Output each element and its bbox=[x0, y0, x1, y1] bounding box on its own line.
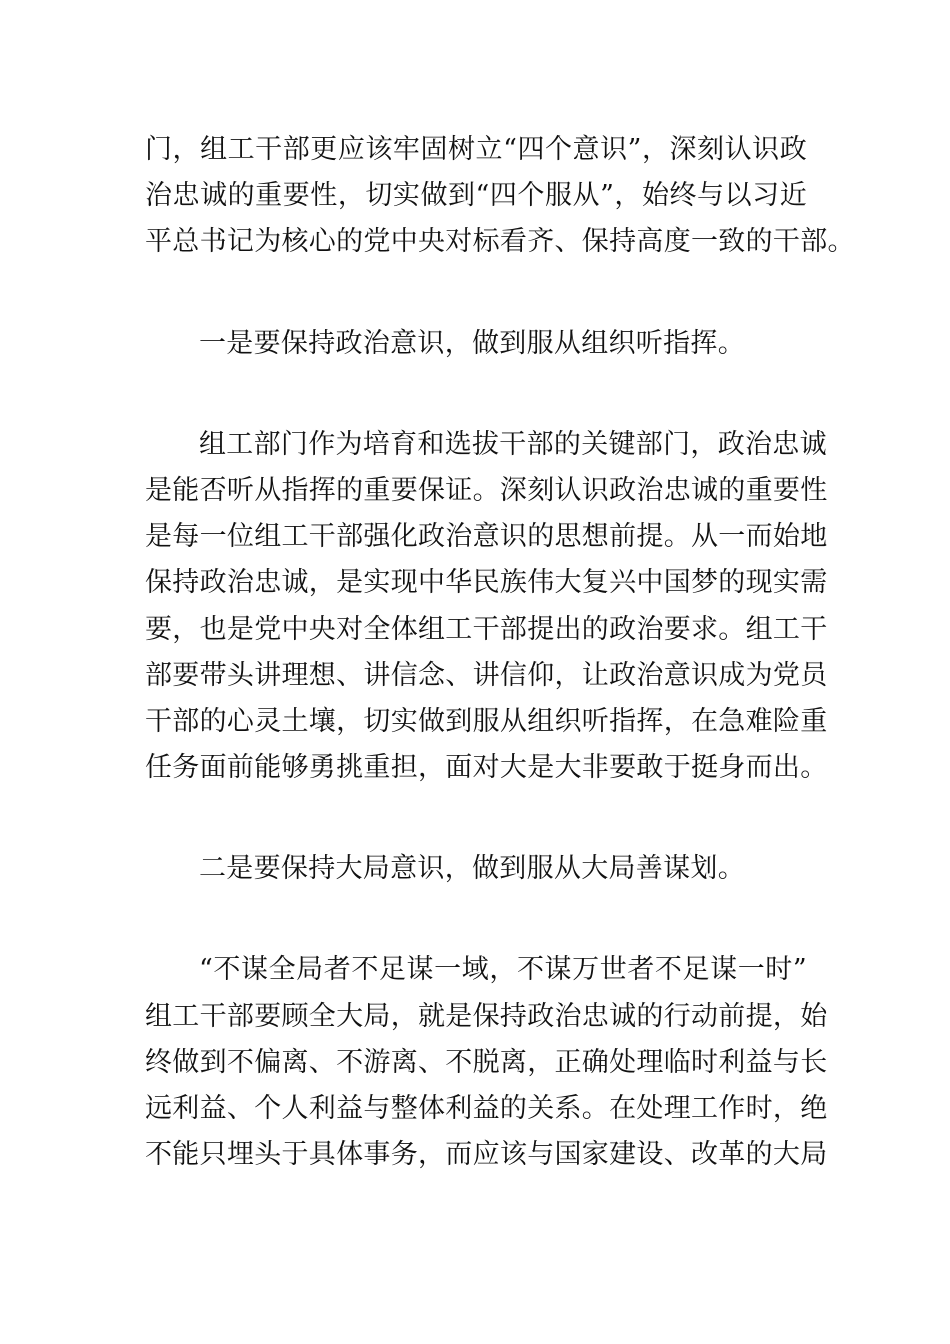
text-line: 平总书记为核心的党中央对标看齐、保持高度一致的干部。 bbox=[145, 226, 855, 258]
text-line: 终做到不偏离、不游离、不脱离，正确处理临时利益与长 bbox=[145, 1046, 828, 1078]
text-line: 是能否听从指挥的重要保证。深刻认识政治忠诚的重要性 bbox=[145, 474, 828, 506]
paragraph-political-loyalty bbox=[145, 422, 828, 792]
paragraph-gap bbox=[145, 266, 807, 321]
paragraph-overall-situation bbox=[145, 947, 828, 1178]
section-heading-2 bbox=[145, 846, 807, 892]
text-line: “不谋全局者不足谋一域，不谋万世者不足谋一时” bbox=[199, 954, 807, 986]
text-line: 治忠诚的重要性，切实做到“四个服从”，始终与以习近 bbox=[145, 180, 807, 212]
text-line: 门，组工干部更应该牢固树立“四个意识”，深刻认识政 bbox=[145, 134, 807, 165]
paragraph-gap bbox=[145, 791, 807, 846]
text-line: 组工部门作为培育和选拔干部的关键部门，政治忠诚 bbox=[199, 428, 827, 460]
section-heading-1 bbox=[145, 321, 807, 367]
paragraph-gap bbox=[145, 367, 807, 422]
text-line: 不能只埋头于具体事务，而应该与国家建设、改革的大局 bbox=[145, 1139, 828, 1171]
text-line: 干部的心灵土壤，切实做到服从组织听指挥，在急难险重 bbox=[145, 705, 828, 737]
text-line: 部要带头讲理想、讲信念、讲信仰，让政治意识成为党员 bbox=[145, 659, 828, 691]
text-line: 组工干部要顾全大局，就是保持政治忠诚的行动前提，始 bbox=[145, 1000, 828, 1032]
heading-line: 一是要保持政治意识，做到服从组织听指挥。 bbox=[199, 327, 745, 359]
text-line: 是每一位组工干部强化政治意识的思想前提。从一而始地 bbox=[145, 521, 828, 553]
text-line: 要，也是党中央对全体组工干部提出的政治要求。组工干 bbox=[145, 613, 828, 645]
heading-line: 二是要保持大局意识，做到服从大局善谋划。 bbox=[199, 853, 745, 885]
text-line: 任务面前能够勇挑重担，面对大是大非要敢于挺身而出。 bbox=[145, 752, 828, 784]
text-line: 远利益、个人利益与整体利益的关系。在处理工作时，绝 bbox=[145, 1093, 828, 1124]
document-body bbox=[145, 127, 855, 1178]
paragraph-continuation bbox=[145, 127, 855, 266]
text-line: 保持政治忠诚，是实现中华民族伟大复兴中国梦的现实需 bbox=[145, 567, 828, 599]
paragraph-gap bbox=[145, 892, 807, 947]
